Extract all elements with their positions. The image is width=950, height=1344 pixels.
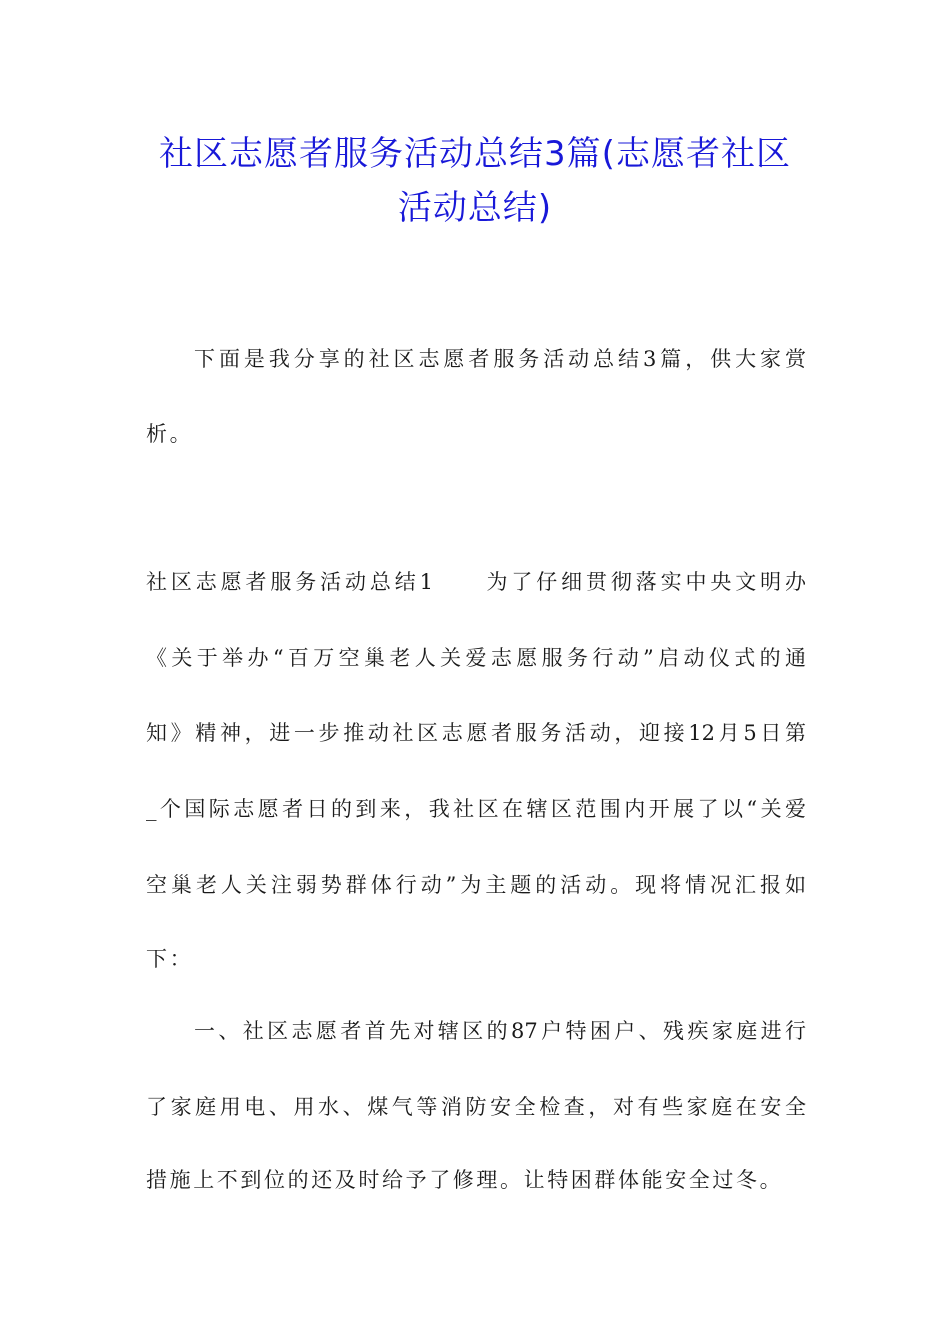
section1-line-6: 下： <box>146 947 194 971</box>
point1-line-2: 了家庭用电、用水、煤气等消防安全检查，对有些家庭在安全 <box>146 1095 806 1119</box>
intro-line-1: 下面是我分享的社区志愿者服务活动总结3篇，供大家赏 <box>194 347 806 371</box>
section1-line-2: 《关于举办“百万空巢老人关爱志愿服务行动”启动仪式的通 <box>146 646 806 670</box>
section1-line-3: 知》精神，进一步推动社区志愿者服务活动，迎接12月5日第 <box>146 721 806 745</box>
intro-line-2: 析。 <box>146 422 194 446</box>
point1-line-3: 措施上不到位的还及时给予了修理。让特困群体能安全过冬。 <box>146 1168 784 1192</box>
section1-line-4: _个国际志愿者日的到来，我社区在辖区范围内开展了以“关爱 <box>146 797 806 821</box>
point1-line-1: 一、社区志愿者首先对辖区的87户特困户、残疾家庭进行 <box>194 1019 806 1043</box>
document-title-line-1: 社区志愿者服务活动总结3篇(志愿者社区 <box>159 134 791 174</box>
section1-line-5: 空巢老人关注弱势群体行动”为主题的活动。现将情况汇报如 <box>146 873 806 897</box>
document-title-line-2: 活动总结) <box>397 188 553 228</box>
section1-line-1: 社区志愿者服务活动总结1 为了仔细贯彻落实中央文明办 <box>146 570 806 594</box>
